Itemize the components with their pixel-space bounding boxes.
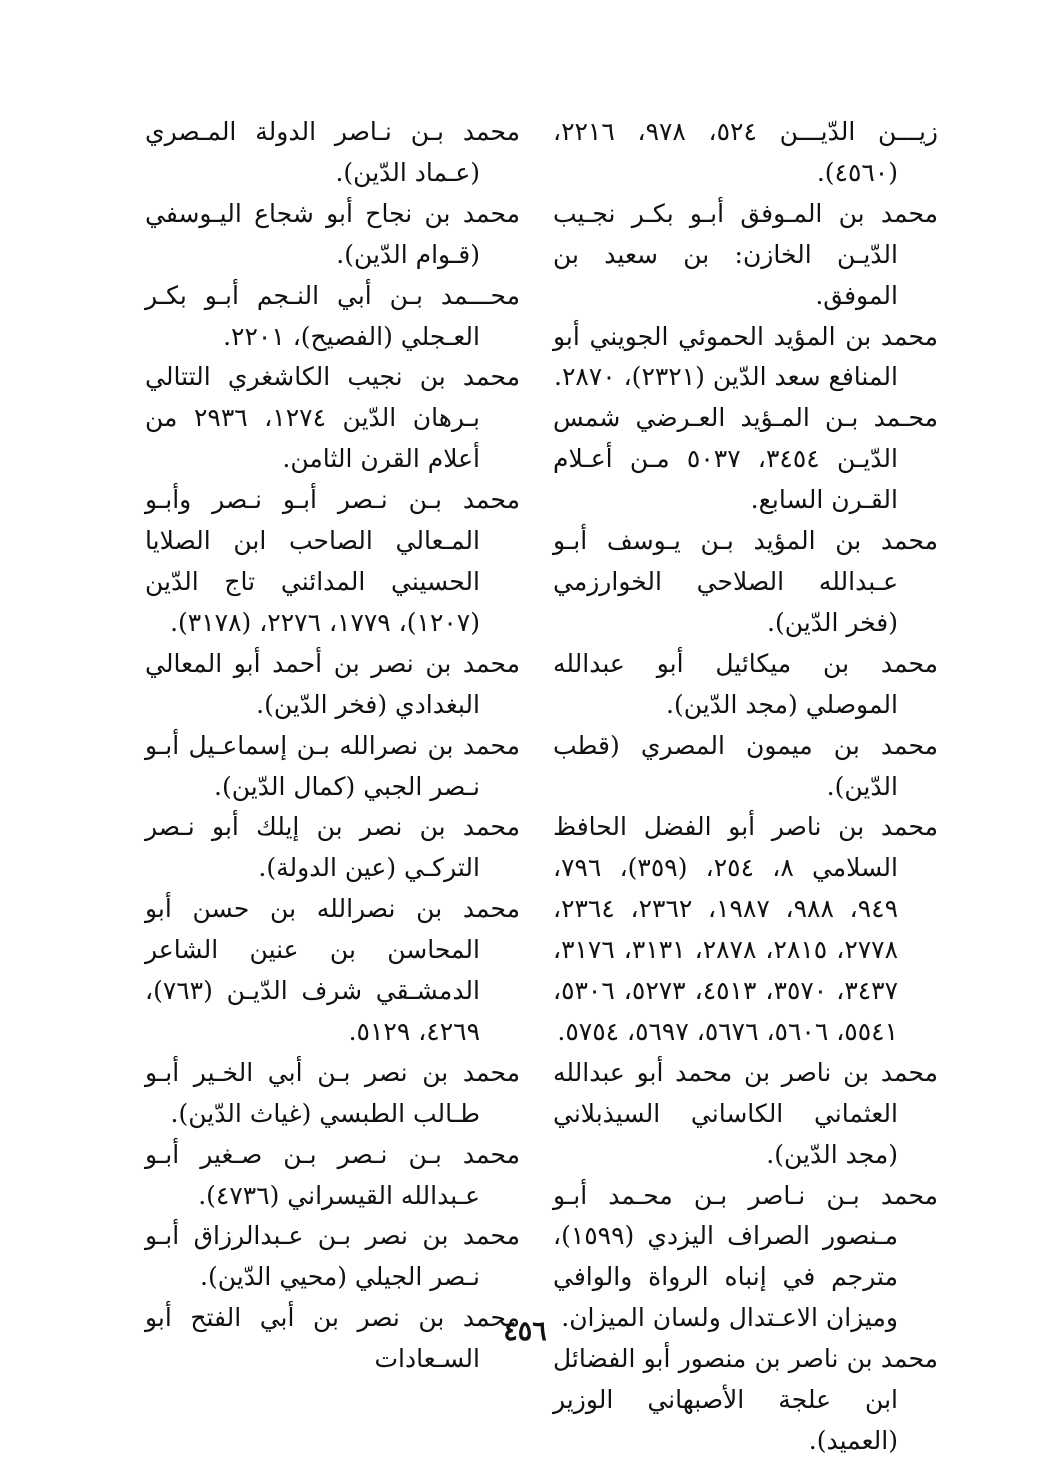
index-entry <box>553 194 938 317</box>
index-entry <box>145 726 520 808</box>
index-entry <box>553 644 938 726</box>
entry-text: زيـــن الدّيـــن ٥٢٤، ٩٧٨، ٢٢١٦، (٤٥٦٠). <box>553 117 938 187</box>
entry-text: محمد بن نصر بـن عـبدالرزاق أبـو نـصر الجيلي (محيي الدّين). <box>145 1221 520 1292</box>
index-entry <box>145 194 520 276</box>
index-entry <box>145 357 520 480</box>
index-entry <box>553 1339 938 1462</box>
index-entry <box>145 1135 520 1217</box>
index-entry <box>553 317 938 399</box>
entry-text: محمد بن ناصر بن محمد أبو عبدالله العثماني الكاساني السيذبلاني (مجد الدّين). <box>553 1057 938 1169</box>
entry-text: محمد بـن نـصر بـن صـغير أبـو عـبدالله القيسراني (٤٧٣٦). <box>145 1139 520 1210</box>
index-entry <box>145 112 520 194</box>
entry-text: محمد بـن نـاصر بـن محـمد أبـو مـنصور الصراف اليزدي (١٥٩٩)، مترجم في إنباه الرواة والوافي وميزان الاعـتدال ولسان الميزان. <box>553 1180 938 1333</box>
index-entry <box>553 807 938 1052</box>
entry-text: محمد بن المؤيد بـن يـوسف أبـو عـبدالله الصلاحي الخوارزمي (فخر الدّين). <box>553 526 938 637</box>
entry-text: محمد بن ميكائيل أبو عبدالله الموصلي (مجد الدّين). <box>553 648 938 719</box>
entry-text: محمد بن نجاح أبو شجاع اليـوسفي (قـوام الدّين). <box>145 198 520 269</box>
index-column-right <box>553 112 938 1462</box>
entry-text: محمد بن المؤيد الحموئي الجويني أبو المنافع سعد الدّين (٢٣٢١)، ٢٨٧٠. <box>553 321 938 392</box>
entry-text: محمد بن ميمون المصري (قطب الدّين). <box>553 730 938 801</box>
entry-text: محـــمد بـن أبي النـجم أبـو بكـر العـجلي (الفصيح)، ٢٢٠١. <box>145 280 520 351</box>
entry-text: محمد بن نصر بن أحمد أبو المعالي البغدادي (فخر الدّين). <box>145 648 520 719</box>
entry-text: محمد بن المـوفق أبـو بكـر نجـيب الدّيـن الخازن: بن سعيد بن الموفق. <box>553 198 938 310</box>
entry-text: محمد بن نصرالله بـن إسماعـيل أبـو نـصر الجبي (كمال الدّين). <box>145 730 520 801</box>
index-entry <box>145 1216 520 1298</box>
entry-text: محمد بن نصر بن أبي الفتح أبو السـعادات <box>145 1303 520 1374</box>
index-column-left <box>145 112 520 1380</box>
index-entry <box>553 112 938 194</box>
entry-text: محـمد بـن المـؤيد العـرضي شمس الدّيـن ٣٤٥٤، ٥٠٣٧ مـن أعـلام القـرن السابع. <box>553 403 938 515</box>
entry-text: محمد بن ناصر أبو الفضل الحافظ السلامي ٨، ٢٥٤، (٣٥٩)، ٧٩٦، ٩٤٩، ٩٨٨، ١٩٨٧، ٢٣٦٢، ٢٣٦٤، ٢٧٧٨، ٢٨١٥، ٢٨٧٨، ٣١٣١، ٣١٧٦، ٣٤٣٧، ٣٥٧٠، ٤٥١٣، ٥٢٧٣، ٥٣٠٦، ٥٥٤١، ٥٦٠٦، ٥٦٧٦، ٥٦٩٧، ٥٧٥٤. <box>553 812 938 1046</box>
entry-text: محمد بن نصرالله بن حسن أبو المحاسن بن عنين الشاعر الدمشـقي شرف الدّيـن (٧٦٣)، ٤٢٦٩، ٥١٢٩. <box>145 894 520 1046</box>
index-entry <box>553 1176 938 1340</box>
entry-text: محمد بـن نـصر أبـو نـصر وأبـو المـعالي الصاحب ابن الصلايا الحسيني المدائني تاج الدّين (١٢٠٧)، ١٧٧٩، ٢٢٧٦، (٣١٧٨). <box>145 485 520 637</box>
entry-text: محمد بن نصر بـن أبي الخـير أبـو طـالب الطبسي (غياث الدّين). <box>145 1057 520 1128</box>
index-entry <box>553 1053 938 1176</box>
page-number: ٤٥٦ <box>503 1316 547 1347</box>
entry-text: محمد بن ناصر بن منصور أبو الفضائل ابن علجة الأصبهاني الوزير (العميد). <box>553 1344 938 1455</box>
entry-text: محمد بـن نـاصر الدولة المـصري (عـماد الدّين). <box>145 117 520 187</box>
entry-text: محمد بن نجيب الكاشغري التتالي بـرهان الدّين ١٢٧٤، ٢٩٣٦ من أعلام القرن الثامن. <box>145 362 520 474</box>
index-entry <box>553 726 938 808</box>
index-entry <box>145 644 520 726</box>
entry-text: محمد بن نصر بن إيلك أبو نـصر التركـي (عين الدولة). <box>145 812 520 883</box>
index-entry <box>553 398 938 521</box>
index-entry <box>145 480 520 644</box>
index-entry <box>145 889 520 1053</box>
index-entry <box>553 521 938 644</box>
index-entry <box>145 276 520 358</box>
index-entry <box>145 807 520 889</box>
index-entry <box>145 1053 520 1135</box>
